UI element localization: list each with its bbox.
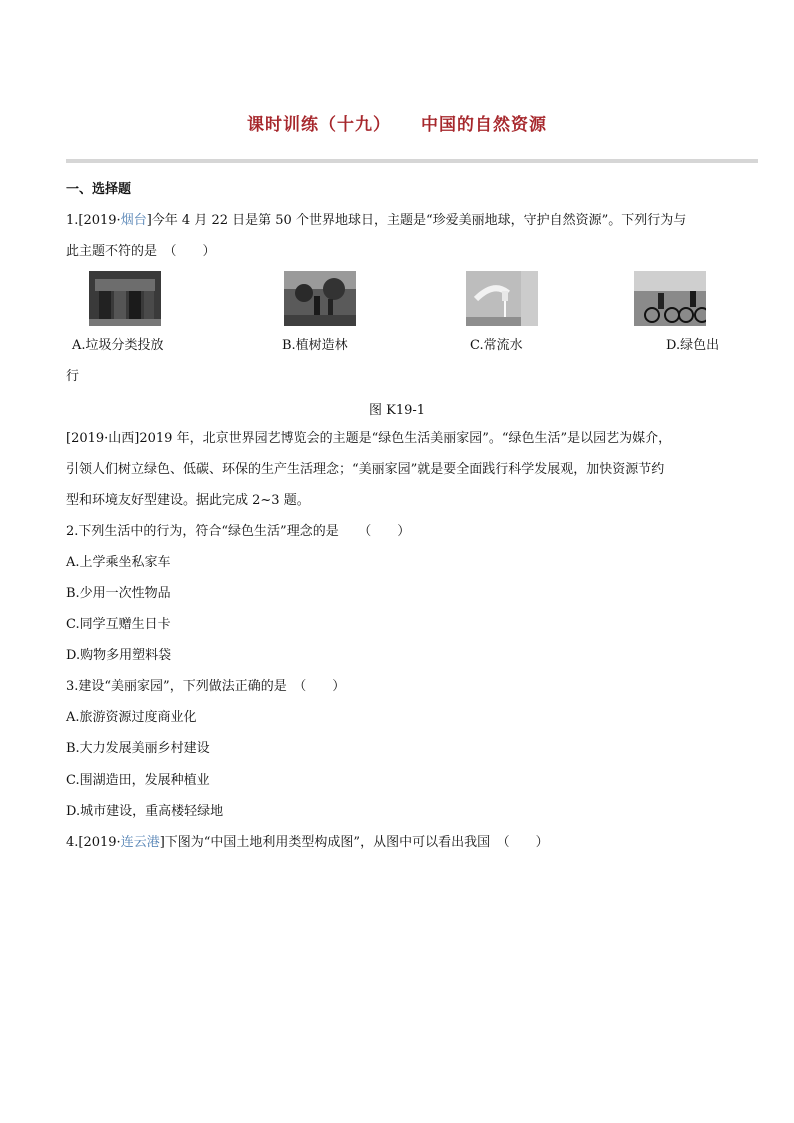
q2-option-d: D.购物多用塑料袋 [66,648,172,663]
figure-caption: 图 K19-1 [368,403,426,418]
q1-option-c: C.常流水 [470,338,523,353]
q1-stem-text: ]今年 4 月 22 日是第 50 个世界地球日，主题是“珍爱美丽地球，守护自然资源”。下列行为与 [146,213,687,228]
title-sub: 中国的自然资源 [421,115,547,135]
title-divider [66,159,758,163]
q1-source: 烟台 [120,213,147,228]
photo-tree-planting [284,271,356,326]
q3-option-c: C.围湖造田，发展种植业 [66,773,210,788]
page-title [0,110,794,135]
q4-source: 连云港 [120,835,160,850]
q2-option-b: B.少用一次性物品 [66,586,171,601]
q1-option-d-wrap: 行 [66,369,80,384]
q2-stem: 2.下列生活中的行为，符合“绿色生活”理念的是 （ ） [66,524,411,539]
title-main: 课时训练（十九） [247,115,391,135]
q1-option-a: A.垃圾分类投放 [72,338,164,353]
q4-number: 4.[2019· [66,835,121,850]
q3-option-b: B.大力发展美丽乡村建设 [66,741,210,756]
photo-green-travel [634,271,706,326]
q1-stem-line2: 此主题不符的是 （ ） [66,244,216,259]
q3-option-a: A.旅游资源过度商业化 [66,710,197,725]
q2-option-c: C.同学互赠生日卡 [66,617,171,632]
q1-option-b: B.植树造林 [282,338,348,353]
q1-stem-line1 [66,212,686,230]
q1-number: 1.[2019· [66,213,121,228]
q4-stem-text: ]下图为“中国土地利用类型构成图”，从图中可以看出我国 （ ） [159,835,549,850]
q2-option-a: A.上学乘坐私家车 [66,555,171,570]
q1-option-d: D.绿色出 [666,338,720,353]
intro-line1: [2019·山西]2019 年，北京世界园艺博览会的主题是“绿色生活美丽家园”。“绿色生活”是以园艺为媒介， [66,431,672,446]
photo-running-water [466,271,538,326]
intro-line2: 引领人们树立绿色、低碳、环保的生产生活理念；“美丽家园”就是要全面践行科学发展观，加快资源节约 [66,462,665,477]
q3-option-d: D.城市建设，重高楼轻绿地 [66,804,224,819]
q4-stem [66,834,549,852]
intro-line3: 型和环境友好型建设。据此完成 2~3 题。 [66,493,310,508]
q3-stem: 3.建设“美丽家园”，下列做法正确的是 （ ） [66,679,346,694]
section-heading: 一、选择题 [66,182,132,197]
photo-waste-sorting [89,271,161,326]
